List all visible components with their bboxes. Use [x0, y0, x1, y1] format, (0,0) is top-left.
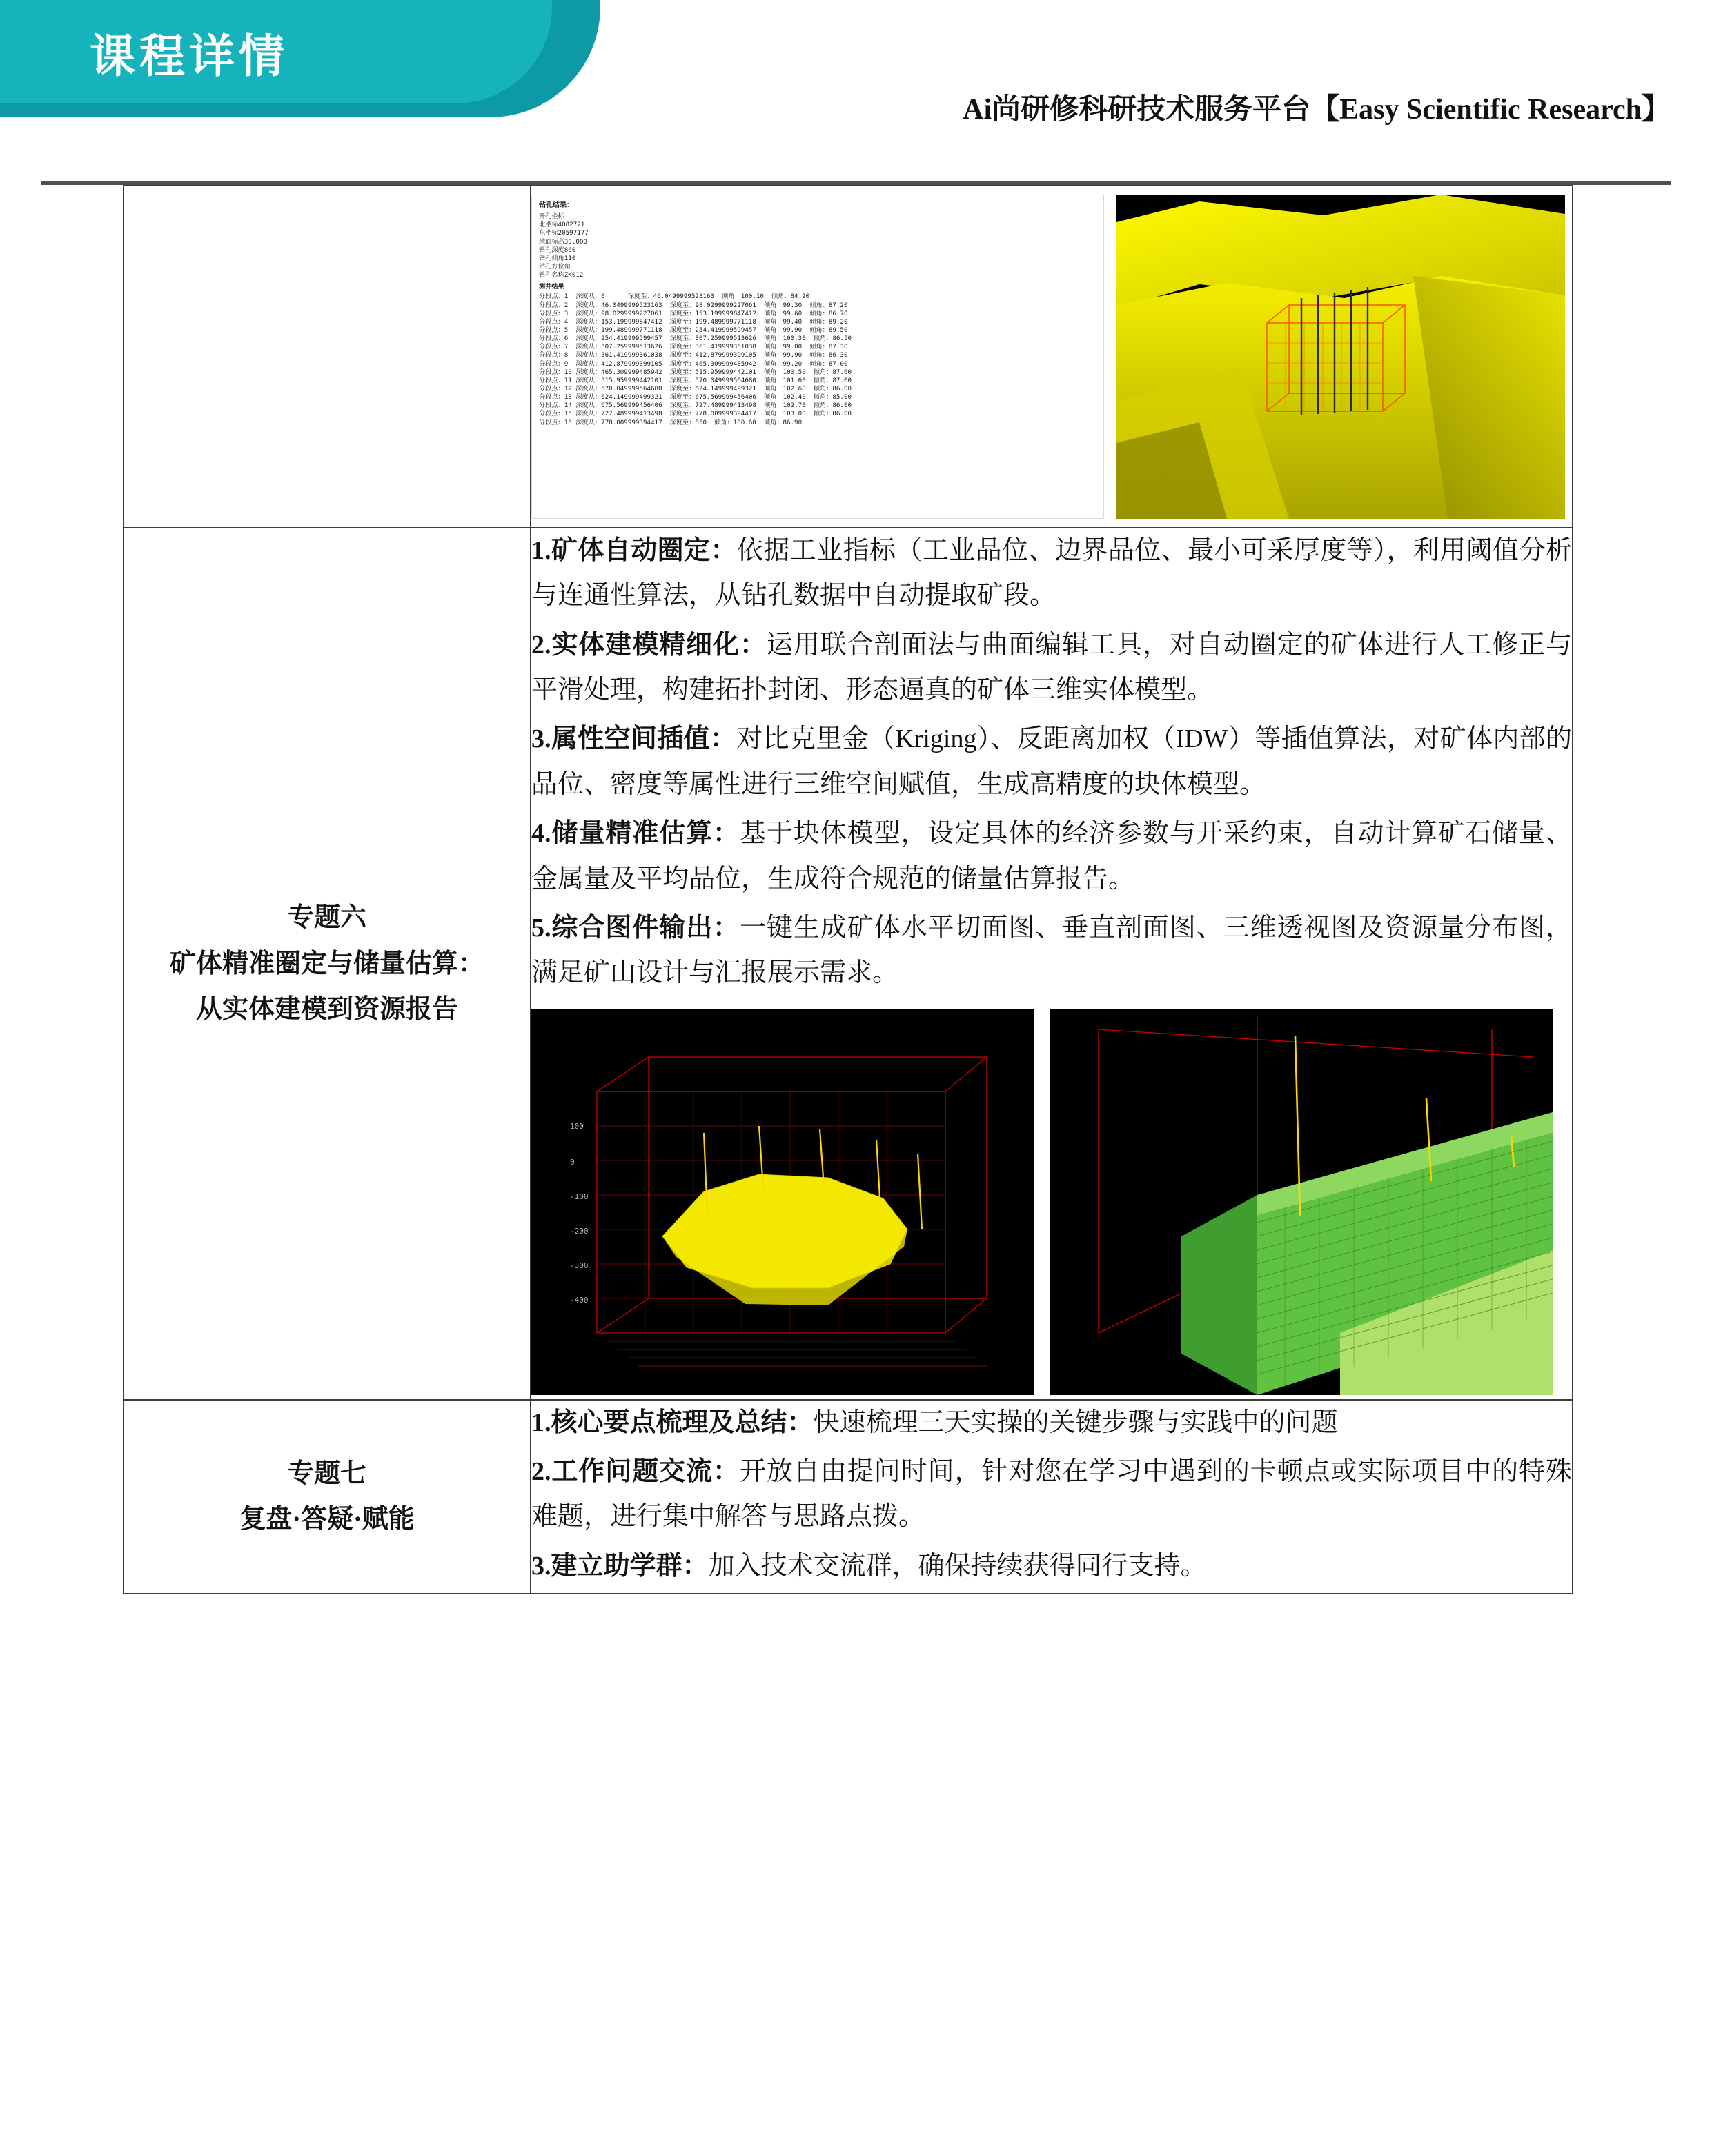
drill-log-row: 分段点：8 深度从：361.419999361038 深度至：412.879999399105 倾角：99.90 倾角：86.30 — [539, 351, 848, 359]
svg-text:-100: -100 — [570, 1191, 589, 1201]
topic-six-item-1-text: 依据工业指标（工业品位、边界品位、最小可采厚度等），利用阈值分析与连通性算法，从钻孔数据中自动提取矿段。 — [531, 536, 1572, 611]
topic-seven-item-3 — [531, 1544, 1572, 1589]
table-row — [124, 186, 1573, 528]
drill-log-meta-2: 东坐标20597177 — [539, 229, 589, 237]
topic-six-item-4-num: 4. — [531, 819, 551, 849]
topic-seven-item-2-num: 2. — [531, 1456, 551, 1486]
topic-six-item-4-title: 储量精准估算 — [551, 819, 714, 849]
topic-six-item-5-sep: ： — [713, 913, 740, 942]
topic-seven-item-1-title: 核心要点梳理及总结 — [551, 1407, 787, 1437]
topic-six-item-5 — [531, 906, 1572, 996]
drill-log-row: 分段点：6 深度从：254.419999599457 深度至：307.259999513626 倾角：100.30 倾角：86.50 — [539, 335, 852, 343]
drill-log-row: 分段点：14 深度从：675.569999456406 深度至：727.489999413498 倾角：102.70 倾角：86.00 — [539, 402, 852, 410]
drill-log-meta-3: 地面标高30.000 — [539, 237, 587, 246]
drill-log-row: 分段点：7 深度从：307.259999513626 深度至：361.419999361038 倾角：99.00 倾角：87.30 — [539, 343, 848, 351]
topic-seven-item-1-sep: ： — [787, 1407, 814, 1437]
topic-seven-item-2 — [531, 1450, 1572, 1540]
topic-six-item-4-sep: ： — [713, 819, 740, 849]
topic-six-item-3 — [531, 717, 1572, 807]
drill-log-row: 分段点：9 深度从：412.879999399105 深度至：465.309999485942 倾角：99.20 倾角：87.00 — [539, 359, 848, 368]
topic-six-item-5-title: 综合图件输出 — [551, 913, 714, 942]
topic-six-item-2-sep: ： — [739, 630, 767, 660]
drill-log-row: 分段点：4 深度从：153.199999847412 深度至：199.489999771118 倾角：99.40 倾角：89.20 — [539, 317, 848, 326]
table-row — [124, 1400, 1573, 1594]
topic-seven-item-1 — [531, 1401, 1572, 1445]
topic-six-item-5-num: 5. — [531, 913, 551, 942]
drill-log-meta-1: 北坐标4082721 — [539, 221, 585, 229]
table-row — [124, 528, 1573, 1400]
topic-seven-body — [531, 1400, 1573, 1594]
topic-six-item-2 — [531, 623, 1572, 713]
topic-six-label-line-2: 矿体精准圈定与储量估算： — [169, 949, 484, 978]
drill-log-row: 分段点：3 深度从：98.0299999227061 深度至：153.199999847412 倾角：99.60 倾角：86.70 — [539, 309, 848, 317]
drill-log-row: 分段点：10 深度从：465.309999485942 深度至：515.959999442101 倾角：100.50 倾角：87.60 — [539, 368, 852, 376]
topic-six-item-1-title: 矿体自动圈定 — [551, 536, 711, 565]
svg-text:-300: -300 — [570, 1260, 589, 1270]
drill-log-meta-5: 钻孔倾角110 — [539, 254, 576, 262]
page-title: 课程详情 — [90, 30, 288, 81]
orebody-wireframe-graphic — [531, 1009, 1034, 1395]
svg-text:-400: -400 — [570, 1295, 589, 1305]
topic-seven-item-3-sep: ： — [682, 1551, 709, 1581]
drillhole-3d-viewport — [1116, 195, 1565, 519]
topic-seven-item-3-num: 3. — [531, 1551, 551, 1581]
topic-six-item-1-sep: ： — [710, 536, 737, 565]
topic-six-item-1-num: 1. — [531, 536, 551, 565]
drill-log-row: 分段点：1 深度从：0 深度至：46.0499999523163 倾角：100.10 倾角：84.20 — [539, 293, 810, 301]
topic-six-item-2-title: 实体建模精细化 — [551, 630, 740, 660]
topic-six-label — [124, 528, 531, 1400]
block-model-viewport — [1050, 1009, 1553, 1395]
platform-name: Ai尚研修科研技术服务平台【Easy Scientific Research】 — [963, 94, 1671, 126]
media-row-label-cell — [124, 186, 531, 528]
topic-six-item-1 — [531, 528, 1572, 619]
drill-log-meta-6: 钻孔方位角 — [539, 263, 571, 271]
svg-text:0: 0 — [570, 1157, 575, 1167]
drillhole-log-panel — [531, 195, 1104, 519]
drill-log-row: 分段点：13 深度从：624.149999499321 深度至：675.569999456406 倾角：102.40 倾角：85.00 — [539, 393, 852, 402]
drill-log-row: 分段点：12 深度从：570.049999564680 深度至：624.149999499321 倾角：102.60 倾角：86.00 — [539, 385, 852, 393]
topic-seven-item-3-title: 建立助学群 — [551, 1551, 682, 1581]
topic-six-body — [531, 528, 1573, 1400]
page-header — [0, 0, 1712, 131]
drill-log-row: 分段点：5 深度从：199.489999771118 深度至：254.419999599457 倾角：99.90 倾角：89.50 — [539, 326, 848, 335]
drill-log-row: 分段点：11 深度从：515.959999442101 深度至：570.049999564680 倾角：101.60 倾角：87.00 — [539, 376, 852, 384]
svg-text:-200: -200 — [570, 1226, 589, 1236]
drill-log-row: 分段点：16 深度从：778.009999394417 深度至：850 倾角：100.60 倾角：86.90 — [539, 418, 803, 426]
topic-seven-item-2-sep: ： — [713, 1456, 740, 1486]
topic-seven-label-line-1: 专题七 — [287, 1458, 366, 1488]
topic-six-label-line-3: 从实体建模到资源报告 — [195, 995, 458, 1025]
drill-log-meta-0: 开孔坐标 — [539, 212, 564, 221]
topic-seven-item-2-title: 工作问题交流 — [551, 1456, 714, 1486]
media-strip-top — [531, 186, 1572, 527]
topic-seven-item-1-num: 1. — [531, 1407, 551, 1437]
drill-log-heading: 钻孔结果： — [539, 201, 573, 209]
topic-six-label-line-1: 专题六 — [287, 903, 366, 933]
topic-seven-label-line-2: 复盘·答疑·赋能 — [239, 1505, 415, 1534]
topic-seven-item-1-text: 快速梳理三天实操的关键步骤与实践中的问题 — [813, 1407, 1338, 1437]
drillhole-3d-graphic — [1116, 195, 1565, 519]
svg-text:100: 100 — [570, 1121, 584, 1131]
drill-log-row: 分段点：15 深度从：727.489999413498 深度至：778.009999394417 倾角：103.00 倾角：86.00 — [539, 410, 852, 418]
block-model-graphic — [1050, 1009, 1553, 1395]
topic-six-item-3-text: 对比克里金（Kriging）、反距离加权（IDW）等插值算法，对矿体内部的品位、密度等属性进行三维空间赋值，生成高精度的块体模型。 — [531, 724, 1572, 799]
topic-six-item-3-title: 属性空间插值 — [551, 724, 710, 754]
topic-six-item-4 — [531, 811, 1572, 902]
drill-log-meta-4: 钻孔深度860 — [539, 246, 576, 254]
drill-log-row: 分段点：2 深度从：46.0499999523163 深度至：98.0299999227061 倾角：99.30 倾角：87.20 — [539, 301, 848, 309]
topic-six-item-4-text: 基于块体模型，设定具体的经济参数与开采约束，自动计算矿石储量、金属量及平均品位，生成符合规范的储量估算报告。 — [531, 819, 1572, 893]
media-row-body-cell — [531, 186, 1573, 528]
topic-six-item-3-sep: ： — [709, 724, 737, 754]
media-strip-bottom — [531, 1009, 1572, 1399]
topic-seven-item-2-text: 开放自由提问时间，针对您在学习中遇到的卡顿点或实际项目中的特殊难题，进行集中解答与思路点拨。 — [531, 1456, 1572, 1532]
course-outline-table — [123, 185, 1573, 1594]
drill-log-section-title: 测井结果 — [539, 283, 564, 291]
drill-log-meta-7: 钻孔名称ZK012 — [539, 271, 584, 279]
topic-six-item-5-text: 一键生成矿体水平切面图、垂直剖面图、三维透视图及资源量分布图，满足矿山设计与汇报展示需求。 — [531, 913, 1572, 988]
topic-seven-item-3-text: 加入技术交流群，确保持续获得同行支持。 — [708, 1551, 1207, 1581]
topic-six-item-2-text: 运用联合剖面法与曲面编辑工具，对自动圈定的矿体进行人工修正与平滑处理，构建拓扑封闭、形态逼真的矿体三维实体模型。 — [531, 630, 1572, 705]
topic-six-item-3-num: 3. — [531, 724, 551, 754]
orebody-wireframe-viewport — [531, 1009, 1034, 1395]
topic-seven-label — [124, 1400, 531, 1594]
topic-six-item-2-num: 2. — [531, 630, 551, 660]
